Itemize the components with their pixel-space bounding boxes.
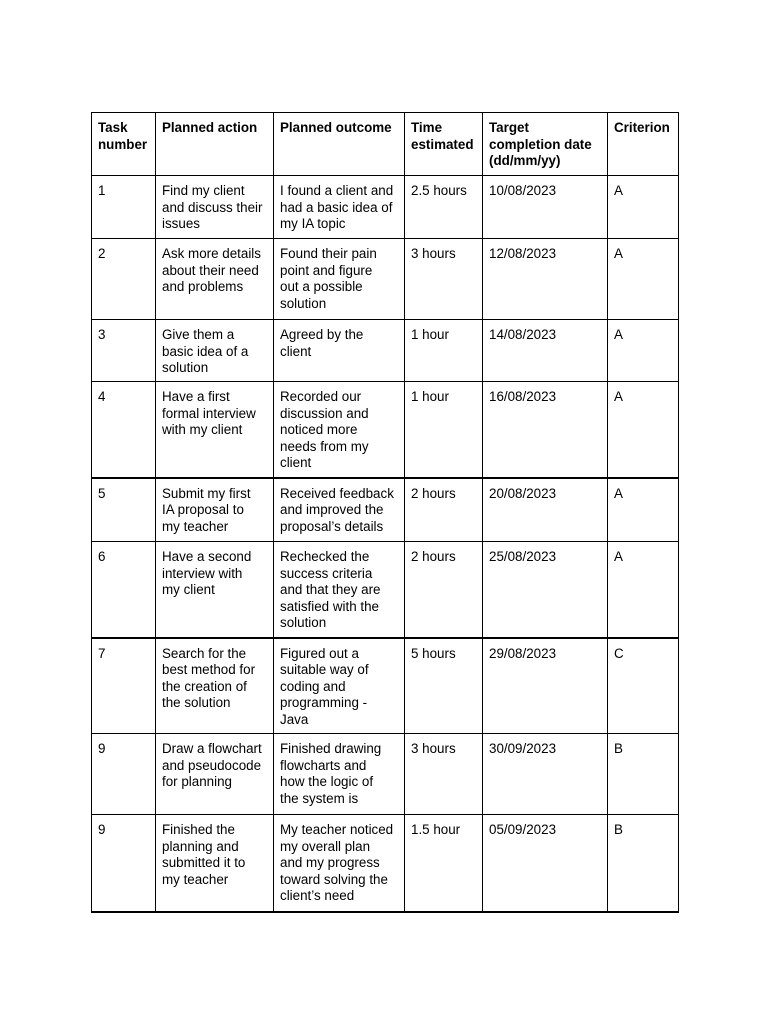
cell-planned-outcome: Received feedback and improved the proposal’s details <box>274 478 405 542</box>
cell-planned-action: Draw a flowchart and pseudocode for planning <box>156 734 274 815</box>
cell-task-number: 9 <box>92 734 156 815</box>
cell-criterion: C <box>608 638 679 734</box>
cell-criterion: A <box>608 320 679 382</box>
header-planned-outcome: Planned outcome <box>274 113 405 176</box>
cell-target-date: 25/08/2023 <box>483 542 608 638</box>
cell-time-estimated: 3 hours <box>405 734 483 815</box>
cell-planned-outcome: Finished drawing flowcharts and how the logic of the system is <box>274 734 405 815</box>
cell-time-estimated: 2.5 hours <box>405 176 483 239</box>
table-header-row <box>92 113 679 176</box>
cell-planned-action: Find my client and discuss their issues <box>156 176 274 239</box>
header-planned-action: Planned action <box>156 113 274 176</box>
cell-planned-outcome: I found a client and had a basic idea of my IA topic <box>274 176 405 239</box>
cell-criterion: A <box>608 382 679 478</box>
cell-task-number: 9 <box>92 815 156 912</box>
cell-criterion: A <box>608 478 679 542</box>
table-row <box>92 176 679 239</box>
table-row <box>92 239 679 320</box>
cell-planned-outcome: My teacher noticed my overall plan and my progress toward solving the client’s need <box>274 815 405 912</box>
cell-time-estimated: 1 hour <box>405 320 483 382</box>
cell-target-date: 14/08/2023 <box>483 320 608 382</box>
cell-criterion: A <box>608 176 679 239</box>
cell-target-date: 20/08/2023 <box>483 478 608 542</box>
header-time-estimated: Time estimated <box>405 113 483 176</box>
cell-planned-outcome: Found their pain point and figure out a possible solution <box>274 239 405 320</box>
cell-planned-outcome: Agreed by the client <box>274 320 405 382</box>
cell-time-estimated: 2 hours <box>405 542 483 638</box>
cell-planned-outcome: Recorded our discussion and noticed more needs from my client <box>274 382 405 478</box>
cell-task-number: 5 <box>92 478 156 542</box>
cell-target-date: 10/08/2023 <box>483 176 608 239</box>
cell-criterion: B <box>608 734 679 815</box>
cell-time-estimated: 3 hours <box>405 239 483 320</box>
table-row <box>92 734 679 815</box>
table-row <box>92 542 679 638</box>
header-target-completion-date: Target completion date (dd/mm/yy) <box>483 113 608 176</box>
cell-time-estimated: 5 hours <box>405 638 483 734</box>
cell-task-number: 2 <box>92 239 156 320</box>
project-plan-table <box>91 112 679 913</box>
cell-planned-action: Ask more details about their need and problems <box>156 239 274 320</box>
cell-target-date: 16/08/2023 <box>483 382 608 478</box>
cell-planned-action: Have a first formal interview with my client <box>156 382 274 478</box>
cell-planned-action: Give them a basic idea of a solution <box>156 320 274 382</box>
cell-time-estimated: 2 hours <box>405 478 483 542</box>
header-criterion: Criterion <box>608 113 679 176</box>
cell-target-date: 12/08/2023 <box>483 239 608 320</box>
cell-planned-outcome: Rechecked the success criteria and that they are satisfied with the solution <box>274 542 405 638</box>
cell-target-date: 29/08/2023 <box>483 638 608 734</box>
cell-planned-action: Submit my first IA proposal to my teacher <box>156 478 274 542</box>
cell-criterion: A <box>608 239 679 320</box>
cell-criterion: A <box>608 542 679 638</box>
cell-planned-action: Finished the planning and submitted it to my teacher <box>156 815 274 912</box>
cell-task-number: 6 <box>92 542 156 638</box>
table-row <box>92 382 679 478</box>
cell-planned-outcome: Figured out a suitable way of coding and programming - Java <box>274 638 405 734</box>
cell-target-date: 05/09/2023 <box>483 815 608 912</box>
table-row <box>92 638 679 734</box>
cell-planned-action: Search for the best method for the creation of the solution <box>156 638 274 734</box>
cell-task-number: 4 <box>92 382 156 478</box>
table-row <box>92 815 679 912</box>
cell-task-number: 3 <box>92 320 156 382</box>
header-task-number: Task number <box>92 113 156 176</box>
table-row <box>92 478 679 542</box>
table-row <box>92 320 679 382</box>
cell-task-number: 7 <box>92 638 156 734</box>
cell-planned-action: Have a second interview with my client <box>156 542 274 638</box>
cell-task-number: 1 <box>92 176 156 239</box>
cell-target-date: 30/09/2023 <box>483 734 608 815</box>
cell-time-estimated: 1.5 hour <box>405 815 483 912</box>
cell-criterion: B <box>608 815 679 912</box>
cell-time-estimated: 1 hour <box>405 382 483 478</box>
